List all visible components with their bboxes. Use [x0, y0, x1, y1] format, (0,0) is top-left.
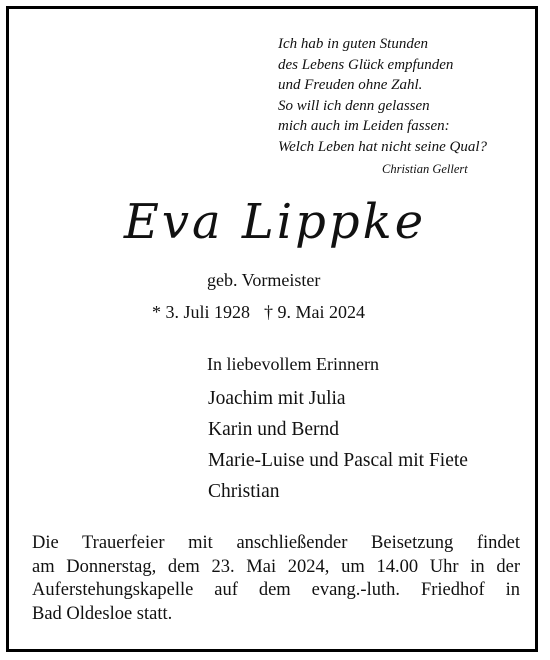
- death-date: † 9. Mai 2024: [264, 302, 366, 322]
- poem-line: Welch Leben hat nicht seine Qual?: [278, 138, 487, 155]
- poem-line: des Lebens Glück empfunden: [278, 56, 454, 73]
- poem: [278, 34, 487, 157]
- mourner: Marie-Luise und Pascal mit Fiete: [208, 450, 468, 471]
- birth-date: * 3. Juli 1928: [152, 302, 251, 322]
- funeral-line: Die Trauerfeier mit anschließender Beisetzung findet: [32, 533, 520, 553]
- funeral-line: am Donnerstag, dem 23. Mai 2024, um 14.00 Uhr in der: [32, 556, 520, 577]
- poem-line: mich auch im Leiden fassen:: [278, 118, 450, 134]
- funeral-line: Auferstehungskapelle auf dem evang.-luth. Friedhof in: [32, 580, 520, 600]
- poem-line: und Freuden ohne Zahl.: [278, 77, 423, 93]
- mourner: Christian: [208, 481, 280, 502]
- poem-line: Ich hab in guten Stunden: [278, 36, 428, 52]
- poem-author: Christian Gellert: [382, 162, 468, 176]
- poem-line: So will ich denn gelassen: [278, 97, 430, 114]
- deceased-name: Eva Lippke: [123, 194, 427, 250]
- funeral-line: Bad Oldesloe statt.: [32, 603, 173, 624]
- mourner: Joachim mit Julia: [208, 388, 346, 409]
- memorial-heading: In liebevollem Erinnern: [207, 354, 379, 374]
- mourner: Karin und Bernd: [208, 419, 340, 440]
- mourners-list: [208, 383, 468, 507]
- funeral-details: [32, 532, 520, 626]
- life-dates: [152, 302, 365, 323]
- maiden-name: geb. Vormeister: [207, 270, 321, 290]
